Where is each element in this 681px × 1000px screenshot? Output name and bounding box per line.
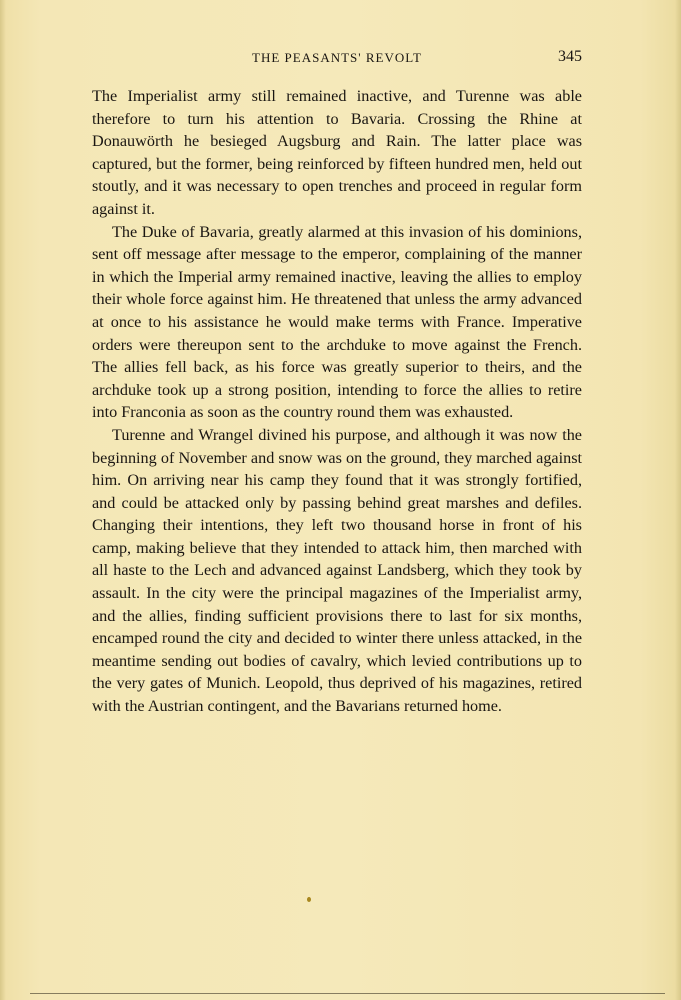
page-bottom-edge — [30, 993, 665, 994]
body-text — [92, 85, 582, 718]
page-header — [92, 48, 582, 70]
page-number: 345 — [558, 48, 582, 65]
paragraph-1: The Imperialist army still remained inactive, and Turenne was able therefore to turn his attention to Bavaria. Crossing the Rhine at Donauwörth he besieged Augsburg and Rain. The latter place was captured, but the former, being reinforced by fifteen hundred men, held out stoutly, and it was necessary to open trenches and proceed in regular form against it. — [92, 87, 582, 218]
running-title: THE PEASANTS' REVOLT — [252, 50, 422, 65]
ink-speck — [307, 897, 311, 902]
page-right-edge — [675, 0, 681, 1000]
paragraph-3: Turenne and Wrangel divined his purpose, and although it was now the beginning of November and snow was on the ground, they marched against him. On arriving near his camp they found that it was strongly fortified, and could be attacked only by passing behind great marshes and defiles. Changing their intentions, they left two thousand horse in front of his camp, making believe that they intended to attack him, then marched with all haste to the Lech and advanced against Landsberg, which they took by assault. In the city were the principal magazines of the Imperialist army, and the allies, finding sufficient provisions there to last for six months, encamped round the city and decided to winter there unless attacked, in the meantime sending out bodies of cavalry, which levied contributions up to the very gates of Munich. Leopold, thus deprived of his magazines, retired with the Austrian contingent, and the Bavarians returned home. — [92, 425, 582, 716]
page-left-edge — [0, 0, 6, 1000]
paragraph-2: The Duke of Bavaria, greatly alarmed at this invasion of his dominions, sent off message after message to the emperor, complaining of the manner in which the Imperial army remained inactive, leaving the allies to employ their whole force against him. He threatened that unless the army advanced at once to his assistance he would make terms with France. Imperative orders were thereupon sent to the archduke to move against the French. The allies fell back, as his force was greatly superior to theirs, and the archduke took up a strong position, intending to force the allies to retire into Franconia as soon as the country round them was exhausted. — [92, 222, 582, 422]
